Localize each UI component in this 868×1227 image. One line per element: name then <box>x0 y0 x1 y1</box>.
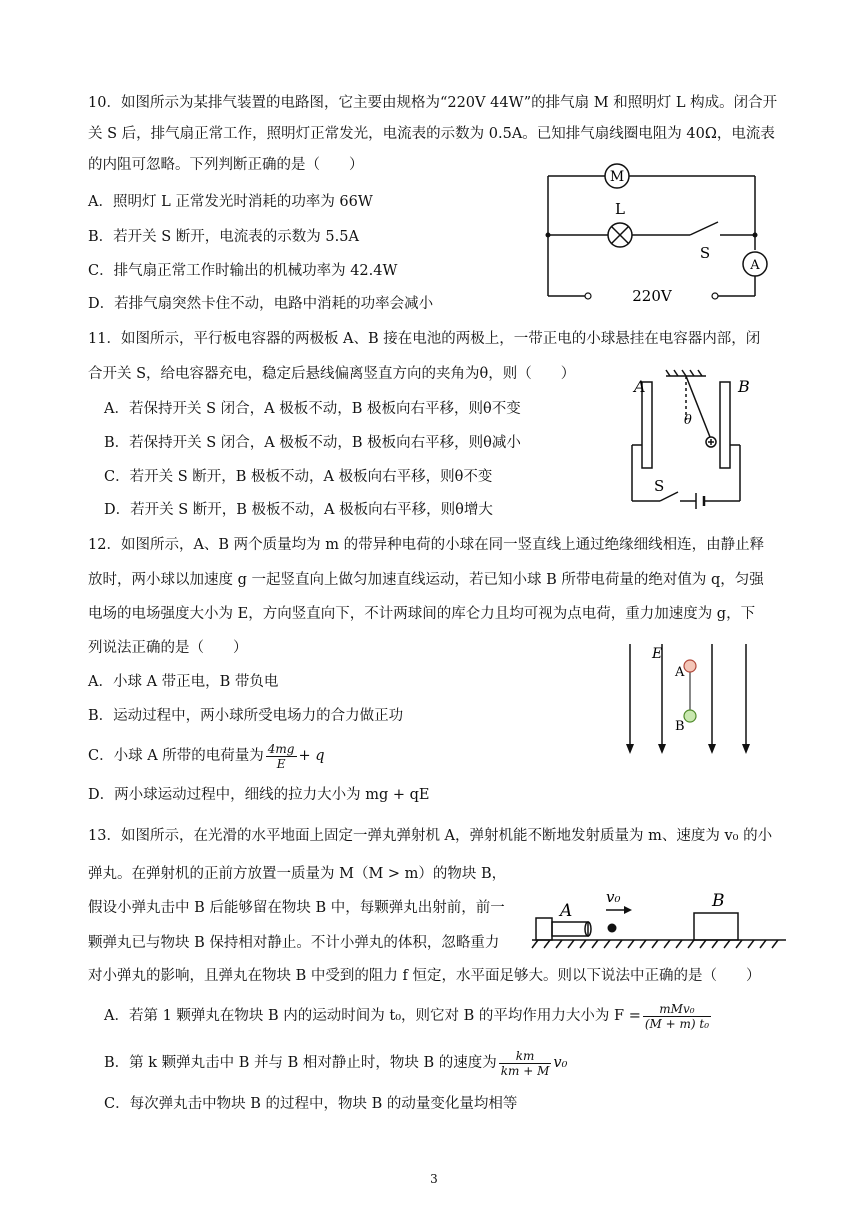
q13-stem-line3: 假设小弹丸击中 B 后能够留在物块 B 中，每颗弹丸出射前，前一 <box>88 900 505 916</box>
q10-ammeter-label: A <box>750 258 760 273</box>
q13-option-b-fraction <box>499 1049 552 1078</box>
q11-plate-a-label: A <box>634 377 646 396</box>
q12-option-c-fraction <box>266 742 297 771</box>
q12-option-c-denominator: E <box>276 756 286 771</box>
q13-option-a-denominator: (M + m) t₀ <box>644 1016 710 1031</box>
q11-option-c: C．若开关 S 断开，B 极板不动，A 极板向右平移，则θ不变 <box>104 469 493 485</box>
q11-option-b: B．若保持开关 S 闭合，A 极板不动，B 极板向右平移，则θ减小 <box>104 435 521 451</box>
q11-option-a: A．若保持开关 S 闭合，A 极板不动，B 极板向右平移，则θ不变 <box>104 401 521 417</box>
q11-plate-b-label: B <box>738 377 750 396</box>
q13-option-b-text: B．第 k 颗弹丸击中 B 并与 B 相对静止时，物块 B 的速度为 <box>104 1055 497 1071</box>
q12-ball-a-label: A <box>675 665 685 680</box>
q13-option-c: C．每次弹丸击中物块 B 的过程中，物块 B 的动量变化量均相等 <box>104 1096 518 1112</box>
q13-option-a-numerator: mMv₀ <box>643 1002 711 1017</box>
q12-option-c-numerator: 4mg <box>267 741 295 756</box>
q11-switch-label: S <box>654 477 665 495</box>
q12-field-diagram <box>620 644 770 756</box>
q12-option-c <box>88 738 325 774</box>
q12-option-d: D．两小球运动过程中，细线的拉力大小为 mg + qE <box>88 787 430 803</box>
q11-stem-line1: 11．如图所示，平行板电容器的两极板 A、B 接在电池的两极上，一带正电的小球悬挂在电容器内部，闭 <box>88 331 761 347</box>
q13-option-a-text: A．若第 1 颗弹丸在物块 B 内的运动时间为 t₀，则它对 B 的平均作用力大小为 F = <box>104 1008 641 1024</box>
q13-launcher-diagram <box>528 882 786 954</box>
q13-velocity-label: v₀ <box>606 888 621 906</box>
q13-stem-line1: 13．如图所示，在光滑的水平地面上固定一弹丸弹射机 A，弹射机能不断地发射质量为 m、速度为 v₀ 的小 <box>88 828 773 844</box>
q10-option-c: C．排气扇正常工作时输出的机械功率为 42.4W <box>88 263 398 279</box>
q10-voltage-label: 220V <box>632 287 672 305</box>
q12-stem-line2: 放时，两小球以加速度 g 一起竖直向上做匀加速直线运动，若已知小球 B 所带电荷量的绝对值为 q，匀强 <box>88 572 764 588</box>
q10-stem-line3: 的内阻可忽略。下列判断正确的是（ ） <box>88 157 364 173</box>
q12-stem-line4: 列说法正确的是（ ） <box>88 640 248 656</box>
page-number: 3 <box>430 1172 438 1186</box>
q12-stem-line3: 电场的电场强度大小为 E，方向竖直向下，不计两球间的库仑力且均可视为点电荷，重力加速度为 g，下 <box>88 606 756 622</box>
q10-option-a: A．照明灯 L 正常发光时消耗的功率为 66W <box>88 194 373 210</box>
q12-option-c-tail: + q <box>298 748 325 764</box>
q10-switch-label: S <box>699 244 711 262</box>
q10-stem-line1: 10．如图所示为某排气装置的电路图，它主要由规格为“220V 44W”的排气扇 M 和照明灯 L 构成。闭合开 <box>88 95 778 111</box>
q11-option-d: D．若开关 S 断开，B 极板不动，A 极板向右平移，则θ增大 <box>104 502 493 518</box>
q13-launcher-label: A <box>560 901 573 921</box>
q10-option-d: D．若排气扇突然卡住不动，电路中消耗的功率会减小 <box>88 296 434 312</box>
q12-field-label: E <box>652 646 663 662</box>
q10-circuit-diagram <box>540 158 780 308</box>
q12-option-a: A．小球 A 带正电，B 带负电 <box>88 674 279 690</box>
q13-stem-line2: 弹丸。在弹射机的正前方放置一质量为 M（M > m）的物块 B， <box>88 866 507 882</box>
q10-motor-label: M <box>609 169 625 185</box>
q10-stem-line2: 关 S 后，排气扇正常工作，照明灯正常发光，电流表的示数为 0.5A。已知排气扇线圈电阻为 40Ω，电流表 <box>88 126 775 142</box>
q13-option-b <box>104 1045 567 1081</box>
q13-block-label: B <box>712 891 725 911</box>
q11-capacitor-diagram <box>620 368 770 518</box>
q13-stem-line5: 对小弹丸的影响，且弹丸在物块 B 中受到的阻力 f 恒定，水平面足够大。则以下说法中正确的是（ ） <box>88 968 761 984</box>
q11-stem-line2: 合开关 S，给电容器充电，稳定后悬线偏离竖直方向的夹角为θ，则（ ） <box>88 366 576 382</box>
q10-option-b: B．若开关 S 断开，电流表的示数为 5.5A <box>88 229 359 245</box>
q13-option-a-fraction <box>643 1002 711 1031</box>
q13-stem-line4: 颗弹丸已与物块 B 保持相对静止。不计小弹丸的体积，忽略重力 <box>88 935 500 951</box>
q13-option-b-numerator: km <box>499 1049 552 1064</box>
q13-option-b-denominator: km + M <box>500 1063 550 1078</box>
q12-option-b: B．运动过程中，两小球所受电场力的合力做正功 <box>88 708 404 724</box>
q12-ball-b-label: B <box>675 719 685 734</box>
q13-option-b-tail: v₀ <box>553 1055 568 1071</box>
q12-option-c-text: C．小球 A 所带的电荷量为 <box>88 748 264 764</box>
q11-theta-label: θ <box>684 413 692 428</box>
q13-option-a <box>104 998 713 1034</box>
q10-lamp-label: L <box>615 200 625 218</box>
q12-stem-line1: 12．如图所示，A、B 两个质量均为 m 的带异种电荷的小球在同一竖直线上通过绝缘细线相连，由静止释 <box>88 537 765 553</box>
